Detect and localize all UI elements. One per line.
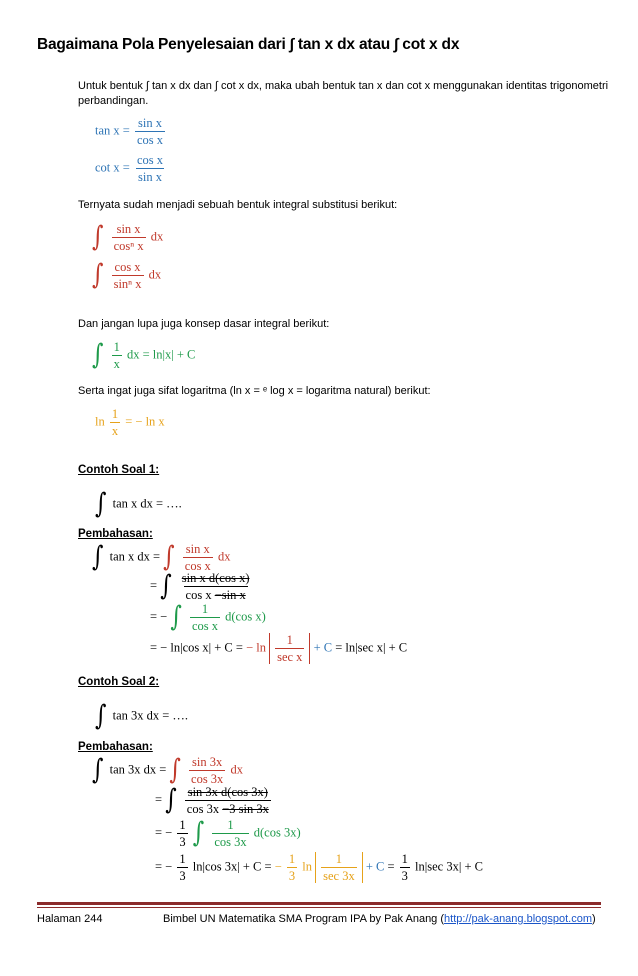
example-2-step-4-d-eq: = [387, 859, 395, 874]
example-2-step-1-den: cos 3x [191, 772, 224, 786]
example-2-step-1-num: sin 3x [192, 755, 223, 769]
integral-icon: ∫ [95, 488, 107, 521]
example-2-step-4-bcoef-den: 3 [288, 869, 296, 883]
integral-icon: ∫ [92, 339, 104, 372]
example-2-question-text: tan 3x dx = …. [112, 708, 189, 723]
integral-icon: ∫ [92, 541, 104, 574]
integral-icon: ∫ [165, 784, 177, 817]
example-1-step-4-d: = ln|sec x| + C [335, 640, 408, 655]
example-1-question [95, 488, 182, 521]
cot-identity-lhs: cot x = [95, 160, 130, 175]
log-lhs: ln [95, 414, 105, 429]
example-2-step-4-eq: = − [155, 859, 173, 874]
example-2-step-4-a: ln|cos 3x| + C = [192, 859, 272, 874]
subst-integral-2 [92, 260, 161, 291]
example-2-step-4-coef-den: 3 [179, 869, 186, 883]
footer-credit-text: Bimbel UN Matematika SMA Program IPA by Pak Anang ( [163, 913, 445, 925]
example-2-step-3-rhs: d(cos 3x) [253, 825, 301, 840]
example-2-step-4-den: sec 3x [323, 869, 355, 883]
example-2-step-2-den-a: cos 3x [186, 802, 220, 816]
integral-icon: ∫ [92, 259, 104, 292]
basic-text: Dan jangan lupa juga konsep dasar integral berikut: [78, 318, 330, 330]
subst-integral-1 [92, 222, 163, 253]
example-1-step-1-lhs: tan x dx = [109, 549, 161, 564]
example-1-step-4-den: sec x [277, 650, 303, 664]
example-2-step-4-bcoef-num: 1 [288, 852, 296, 866]
example-2-heading: Contoh Soal 2: [78, 676, 160, 688]
log-num: 1 [111, 407, 119, 421]
example-2-step-4-b: − [274, 859, 282, 874]
example-2-step-4-ln: ln [302, 859, 312, 874]
example-1-step-3 [150, 602, 266, 633]
example-2-step-4-d: ln|sec 3x| + C [415, 859, 483, 874]
example-1-step-3-num: 1 [201, 602, 209, 616]
example-2-step-2-num: sin 3x d(cos 3x) [187, 785, 268, 799]
example-1-step-4-b: − ln [246, 640, 266, 655]
footer-credit-close: ) [592, 913, 596, 925]
basic-integral [92, 340, 195, 371]
cot-identity-den: sin x [137, 170, 162, 184]
integral-icon: ∫ [92, 754, 104, 787]
example-1-step-2-den-a: cos x [185, 588, 212, 602]
example-2-step-2-eq: = [155, 792, 163, 807]
example-1-step-3-den: cos x [191, 619, 218, 633]
log-text: Serta ingat juga sifat logaritma (ln x = ᵉ log x = logaritma natural) berikut: [78, 385, 431, 397]
tan-identity-den: cos x [136, 133, 163, 147]
integral-icon: ∫ [95, 700, 107, 733]
example-2-step-3-den: cos 3x [214, 835, 247, 849]
example-1-question-text: tan x dx = …. [112, 496, 182, 511]
basic-num: 1 [113, 340, 120, 354]
example-1-step-4-a: = − ln|cos x| + C = [150, 640, 243, 655]
example-2-step-2 [155, 785, 273, 816]
example-2-step-3-num: 1 [227, 818, 234, 832]
subst-text: Ternyata sudah menjadi sebuah bentuk integral substitusi berikut: [78, 199, 398, 211]
example-2-step-1-dx: dx [230, 762, 243, 777]
example-2-step-3-eq: = − [155, 825, 173, 840]
subst-2-den: sinⁿ x [113, 277, 142, 291]
page-title: Bagaimana Pola Penyelesaian dari ∫ tan x dx atau ∫ cot x dx [37, 36, 460, 53]
example-1-step-2-num: sin x d(cos x) [181, 571, 250, 585]
footer-link[interactable]: http://pak-anang.blogspot.com [444, 913, 593, 925]
integral-icon: ∫ [192, 817, 205, 850]
example-1-step-4-c: + C [313, 640, 333, 655]
log-den: x [111, 424, 119, 438]
integral-icon: ∫ [92, 221, 104, 254]
example-2-step-4-c: + C [365, 859, 385, 874]
example-2-step-1-lhs: tan 3x dx = [109, 762, 167, 777]
example-1-step-4 [150, 633, 407, 664]
example-2-step-3-coef-num: 1 [179, 818, 186, 832]
log-rhs: = − ln x [125, 414, 165, 429]
example-1-step-1-dx: dx [217, 549, 231, 564]
example-2-step-2-den-b: −3 sin 3x [222, 802, 269, 816]
example-1-step-3-eq: = − [150, 609, 168, 624]
cot-identity [95, 153, 167, 184]
subst-1-den: cosⁿ x [113, 239, 144, 253]
example-2-step-4-coef-num: 1 [179, 852, 186, 866]
log-property [95, 407, 165, 438]
example-2-step-3 [155, 818, 301, 849]
subst-1-dx: dx [150, 229, 164, 244]
subst-2-num: cos x [114, 260, 141, 274]
example-2-step-4-dcoef-num: 1 [401, 852, 408, 866]
integral-icon: ∫ [170, 601, 182, 634]
example-1-step-2 [150, 571, 253, 602]
example-1-step-2-den-b: −sin x [214, 588, 246, 602]
example-2-step-1 [92, 755, 243, 786]
example-1-step-1 [92, 542, 230, 573]
tan-identity-lhs: tan x = [95, 123, 130, 138]
tan-identity-num: sin x [137, 116, 162, 130]
integral-icon: ∫ [160, 570, 172, 603]
example-1-step-2-eq: = [150, 578, 158, 593]
intro-line-2: perbandingan. [78, 95, 149, 107]
example-1-step-1-num: sin x [185, 542, 210, 556]
example-1-step-4-num: 1 [286, 633, 293, 647]
footer-page-number: Halaman 244 [37, 913, 103, 925]
example-2-step-3-coef-den: 3 [179, 835, 186, 849]
footer-credit [163, 913, 596, 925]
footer-divider [37, 902, 601, 905]
intro-line-1: Untuk bentuk ∫ tan x dx dan ∫ cot x dx, maka ubah bentuk tan x dan cot x menggunakan identitas trigonometri [78, 80, 609, 92]
example-2-step-4 [155, 852, 483, 883]
integral-icon: ∫ [163, 541, 175, 574]
footer-divider-thin [37, 907, 601, 908]
subst-2-dx: dx [148, 267, 162, 282]
example-2-step-4-num: 1 [335, 852, 343, 866]
example-1-step-1-den: cos x [184, 559, 211, 573]
integral-icon: ∫ [169, 754, 181, 787]
example-2-pembahasan: Pembahasan: [78, 741, 153, 753]
basic-rhs: dx = ln|x| + C [126, 347, 196, 362]
subst-1-num: sin x [116, 222, 141, 236]
example-2-question [95, 700, 189, 733]
example-1-heading: Contoh Soal 1: [78, 464, 160, 476]
tan-identity [95, 116, 167, 147]
example-1-step-3-rhs: d(cos x) [225, 609, 266, 624]
example-2-step-4-dcoef-den: 3 [401, 869, 408, 883]
cot-identity-num: cos x [136, 153, 163, 167]
basic-den: x [113, 357, 120, 371]
example-1-pembahasan: Pembahasan: [78, 528, 153, 540]
